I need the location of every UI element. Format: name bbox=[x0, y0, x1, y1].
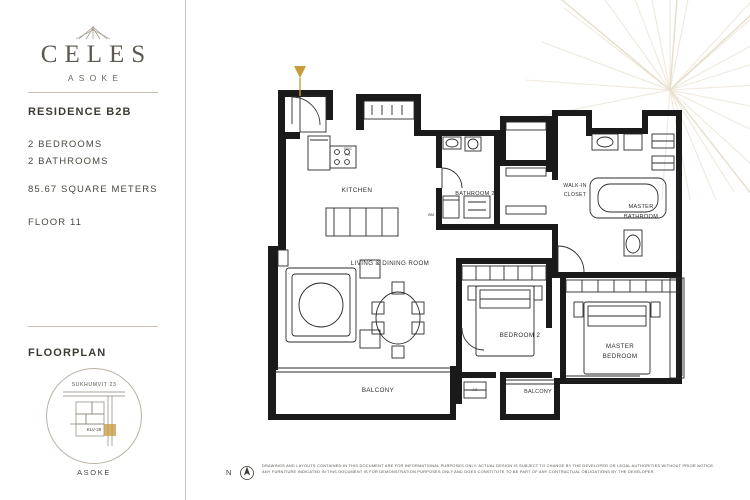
residence-bedrooms: 2 BEDROOMS bbox=[28, 139, 103, 150]
north-arrow-icon bbox=[223, 462, 259, 484]
brand-name: CELES bbox=[40, 41, 153, 68]
locator-map bbox=[46, 368, 142, 477]
svg-text:KLV-29: KLV-29 bbox=[86, 427, 102, 432]
legal-line-1: DRAWINGS AND LAYOUTS CONTAINED IN THIS DOCUMENT ARE FOR INFORMATIONAL PURPOSES ONLY. ACTUAL DESIGN IS SUBJECT TO CHANGE BY THE DEVELOPER OR LEGAL AUTHORITIES WITHOUT PRIOR NOTICE. bbox=[262, 463, 715, 468]
fixture-note: WM bbox=[427, 213, 435, 217]
legal-disclaimer bbox=[262, 463, 722, 475]
floorplan-drawing bbox=[200, 10, 740, 450]
fixture-note: AC bbox=[472, 388, 478, 392]
room-label: CLOSET bbox=[563, 192, 587, 198]
room-label: BALCONY bbox=[361, 387, 395, 394]
residence-floor: FLOOR 11 bbox=[28, 217, 83, 228]
fixture-note: F.R. bbox=[344, 153, 352, 157]
left-info-panel bbox=[0, 0, 186, 500]
divider-top bbox=[28, 92, 158, 93]
brand-subtitle: ASOKE bbox=[67, 73, 124, 84]
room-label: WALK-IN bbox=[563, 183, 587, 189]
residence-title: RESIDENCE B2B bbox=[28, 106, 132, 118]
floorplan-section-title: FLOORPLAN bbox=[28, 347, 107, 359]
room-label: BATHROOM 2 bbox=[455, 191, 495, 197]
fixture-note: RDG bbox=[344, 147, 352, 151]
legal-line-2: ANY FURNITURE INDICATED IN THIS DOCUMENT IS FOR DEMONSTRATION PURPOSES ONLY AND DOES CONSTITUTE TO BE PART OF ANY CONTRACTUAL OBLIGATIONS BY THE DEVELOPER. bbox=[262, 469, 655, 475]
room-label: BEDROOM bbox=[602, 353, 638, 360]
room-label: BALCONY bbox=[524, 389, 552, 395]
sparkle-icon bbox=[76, 26, 110, 40]
residence-bathrooms: 2 BATHROOMS bbox=[28, 156, 109, 167]
svg-text:N: N bbox=[226, 468, 232, 477]
room-label: MASTER bbox=[628, 204, 654, 210]
residence-area: 85.67 SQUARE METERS bbox=[28, 184, 158, 195]
brand-block bbox=[28, 26, 158, 83]
room-label: MASTER bbox=[605, 343, 635, 350]
room-label: BEDROOM 2 bbox=[499, 332, 541, 339]
divider-bottom bbox=[28, 326, 158, 327]
locator-area-label: ASOKE bbox=[77, 468, 111, 477]
locator-street-label: SUKHUMVIT 23 bbox=[71, 382, 117, 388]
room-label: BATHROOM bbox=[623, 214, 659, 220]
room-label: KITCHEN bbox=[341, 187, 373, 194]
room-label: LIVING & DINING ROOM bbox=[350, 260, 430, 267]
locator-diagram bbox=[46, 368, 142, 464]
